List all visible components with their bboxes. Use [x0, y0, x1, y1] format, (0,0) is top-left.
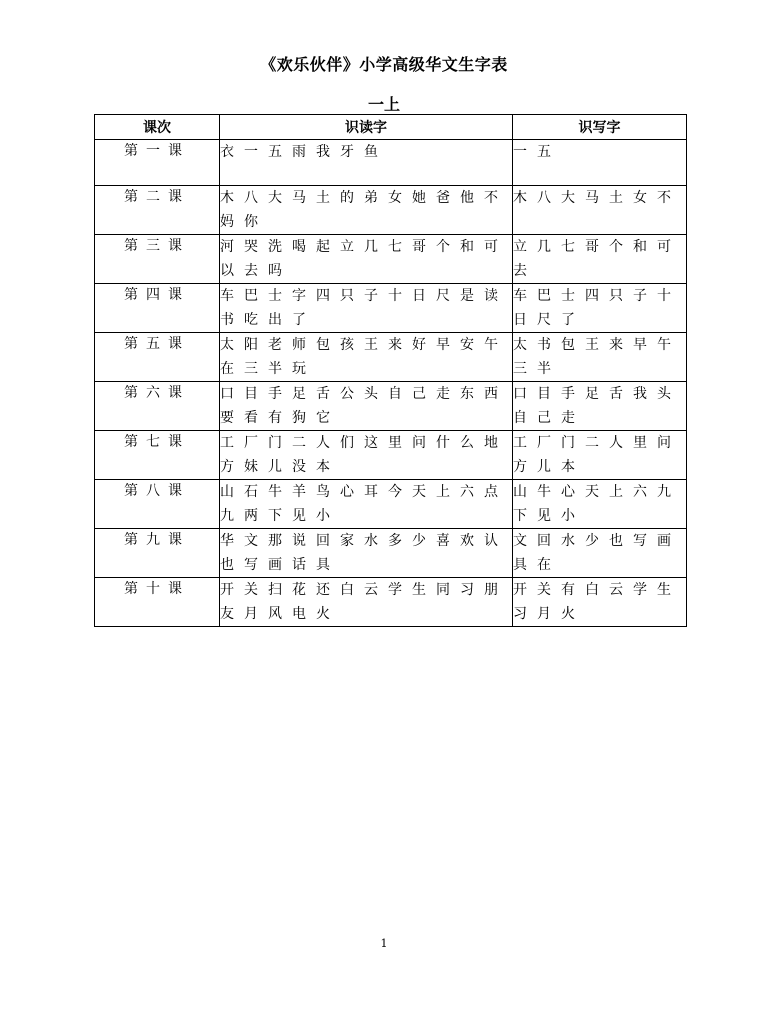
table-row [95, 333, 687, 382]
lesson-cell: 第六课 [95, 382, 220, 431]
lesson-cell: 第七课 [95, 431, 220, 480]
table-row [95, 186, 687, 235]
read-characters-cell: 衣一五雨我牙鱼 [220, 140, 513, 186]
lesson-cell: 第八课 [95, 480, 220, 529]
lesson-cell: 第十课 [95, 578, 220, 627]
read-characters-cell: 开关扫花还白云学生同习朋友月风电火 [220, 578, 513, 627]
table-row [95, 140, 687, 186]
table-row [95, 284, 687, 333]
read-characters-cell: 口目手足舌公头自己走东西要看有狗它 [220, 382, 513, 431]
page-number: 1 [380, 937, 388, 950]
lesson-cell: 第九课 [95, 529, 220, 578]
lesson-cell: 第一课 [95, 140, 220, 186]
write-characters-cell: 立几七哥个和可去 [513, 235, 687, 284]
table-row [95, 431, 687, 480]
section-title: 一上 [367, 95, 400, 114]
character-table [94, 114, 687, 627]
table-row [95, 480, 687, 529]
write-characters-cell: 一五 [513, 140, 687, 186]
lesson-cell: 第五课 [95, 333, 220, 382]
write-characters-cell: 车巴士四只子十日尺了 [513, 284, 687, 333]
read-characters-cell: 河哭洗喝起立几七哥个和可以去吗 [220, 235, 513, 284]
write-characters-cell: 工厂门二人里问方儿本 [513, 431, 687, 480]
table-row [95, 578, 687, 627]
header-lesson: 课次 [95, 115, 220, 140]
table-row [95, 382, 687, 431]
write-characters-cell: 山牛心天上六九下见小 [513, 480, 687, 529]
read-characters-cell: 木八大马土的弟女她爸他不妈你 [220, 186, 513, 235]
write-characters-cell: 口目手足舌我头自己走 [513, 382, 687, 431]
write-characters-cell: 文回水少也写画具在 [513, 529, 687, 578]
header-read-characters: 识读字 [220, 115, 513, 140]
read-characters-cell: 太阳老师包孩王来好早安午在三半玩 [220, 333, 513, 382]
read-characters-cell: 车巴士字四只子十日尺是读书吃出了 [220, 284, 513, 333]
read-characters-cell: 山石牛羊鸟心耳今天上六点九两下见小 [220, 480, 513, 529]
write-characters-cell: 太书包王来早午三半 [513, 333, 687, 382]
read-characters-cell: 华文那说回家水多少喜欢认也写画话具 [220, 529, 513, 578]
lesson-cell: 第四课 [95, 284, 220, 333]
lesson-cell: 第二课 [95, 186, 220, 235]
read-characters-cell: 工厂门二人们这里问什么地方妹儿没本 [220, 431, 513, 480]
table-row [95, 529, 687, 578]
header-write-characters: 识写字 [513, 115, 687, 140]
table-row [95, 235, 687, 284]
document-title: 《欢乐伙伴》小学高级华文生字表 [260, 55, 508, 74]
lesson-cell: 第三课 [95, 235, 220, 284]
write-characters-cell: 木八大马土女不 [513, 186, 687, 235]
write-characters-cell: 开关有白云学生习月火 [513, 578, 687, 627]
table-header-row [95, 115, 687, 140]
